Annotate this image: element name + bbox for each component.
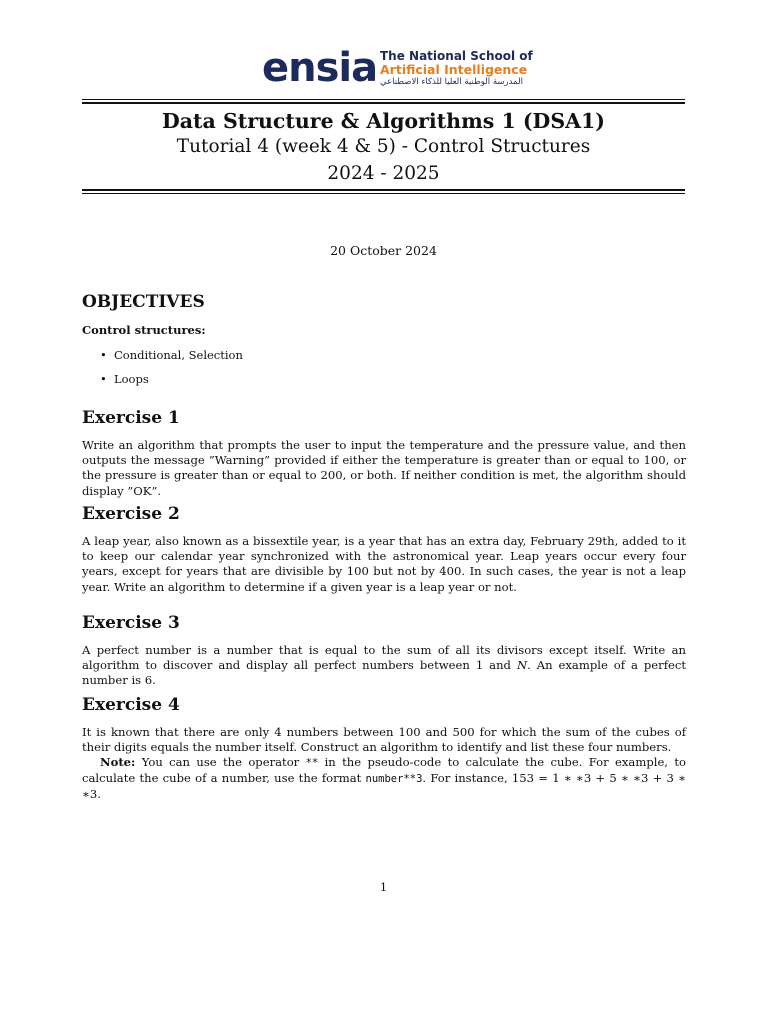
- exercise-2-text: A leap year, also known as a bissextile year, is a year that has an extra day, February 29th, added to it to keep our calendar year synchronized with the astronomical year. Leap years occur every four years, except for years that are divisible by 100 but not by 400. In such cases, the year is not a leap year. Write an algorithm to determine if a given year is a leap year or not.: [82, 534, 686, 594]
- bullet-icon: •: [100, 372, 107, 386]
- top-rule-2: [82, 102, 685, 104]
- top-rule-1: [82, 99, 685, 100]
- exercise-1-heading: Exercise 1: [82, 408, 180, 428]
- bottom-rule-1: [82, 189, 685, 191]
- logo-wordmark: ensia: [262, 45, 378, 91]
- exercise-4-text: It is known that there are only 4 numbers between 100 and 500 for which the sum of the cubes of their digits equals the number itself. Construct an algorithm to identify and list these four numbers.: [82, 725, 686, 755]
- logo-line-1: The National School of: [380, 49, 533, 63]
- logo-line-3: المدرسة الوطنية العليا للذكاء الاصطناعي: [380, 77, 523, 87]
- exercise-4-heading: Exercise 4: [82, 695, 180, 715]
- bullet-icon: •: [100, 348, 107, 362]
- document-date: 20 October 2024: [330, 243, 437, 258]
- document-title: Data Structure & Algorithms 1 (DSA1): [162, 109, 605, 133]
- exercise-1-text: Write an algorithm that prompts the user to input the temperature and the pressure value, and then outputs the message ”Warning” provided if either the temperature is greater than or equal to 100, or the pressure is greater than or equal to 200, or both. If neither condition is met, the algorithm should display ”OK”.: [82, 438, 686, 498]
- objective-item: • Conditional, Selection: [100, 348, 243, 362]
- page-number: 1: [379, 880, 388, 894]
- logo-caption: [380, 50, 533, 87]
- exercise-2-heading: Exercise 2: [82, 504, 180, 524]
- academic-year: 2024 - 2025: [327, 163, 440, 184]
- school-logo: [262, 45, 533, 91]
- document-subtitle: Tutorial 4 (week 4 & 5) - Control Structures: [176, 136, 591, 157]
- objectives-subheading: Control structures:: [82, 323, 206, 337]
- exercise-4-note: Note: You can use the operator ** in the pseudo-code to calculate the cube. For example, to calculate the cube of a number, use the format number**3. For instance, 153 = 1 ∗ ∗3 + 5 ∗ ∗3 + 3 ∗ ∗3.: [82, 755, 686, 802]
- bottom-rule-2: [82, 193, 685, 194]
- objectives-heading: OBJECTIVES: [82, 292, 205, 312]
- exercise-3-heading: Exercise 3: [82, 613, 180, 633]
- exercise-3-text: A perfect number is a number that is equal to the sum of all its divisors except itself. Write an algorithm to discover and display all perfect numbers between 1 and N. An example of a perfect number is 6.: [82, 643, 687, 688]
- logo-line-2: Artificial Intelligence: [380, 62, 528, 77]
- objective-item: • Loops: [100, 372, 149, 386]
